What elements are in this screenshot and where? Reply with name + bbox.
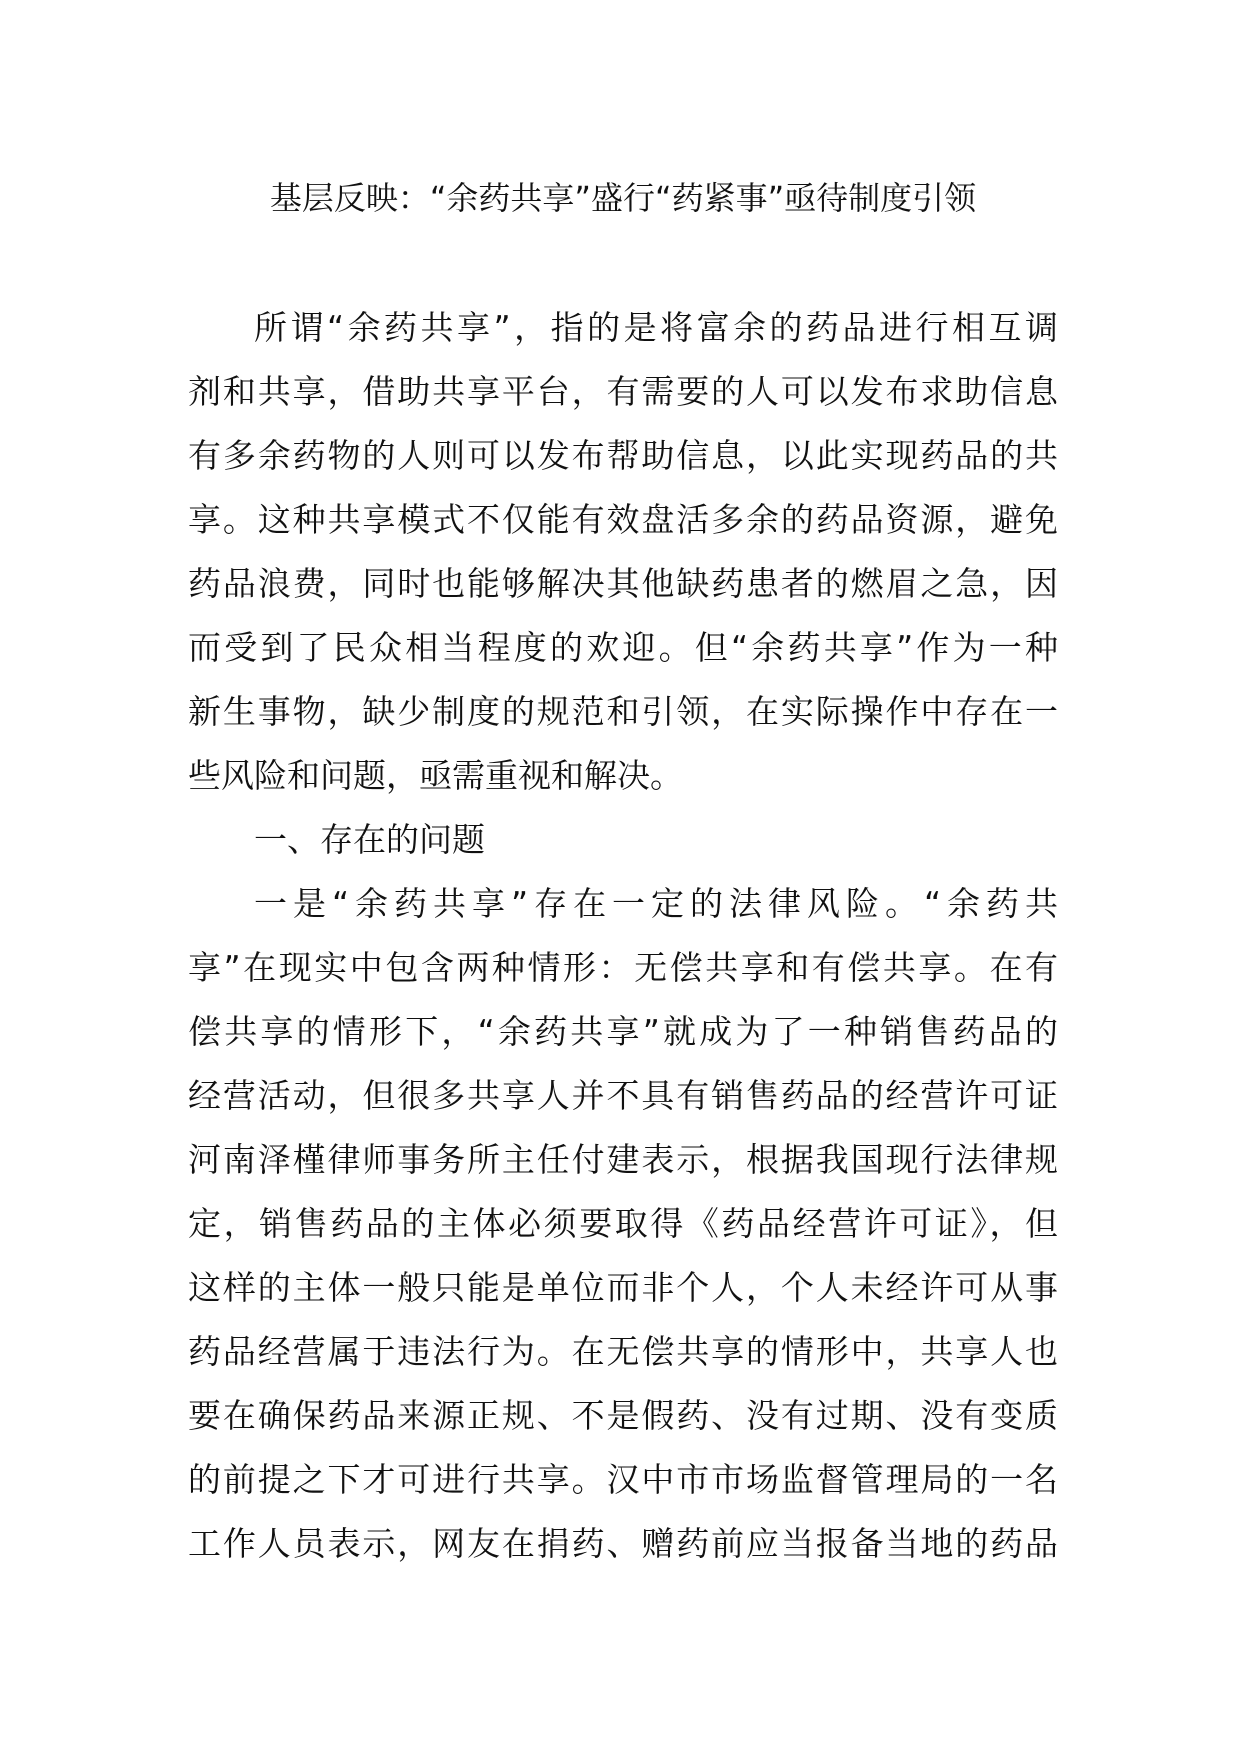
paragraph-line: 享”在现实中包含两种情形：无偿共享和有偿共享。在有 (188, 948, 1058, 987)
paragraph-line: 要在确保药品来源正规、不是假药、没有过期、没有变质 (188, 1396, 1058, 1435)
paragraph-line: 药品经营属于违法行为。在无偿共享的情形中，共享人也 (188, 1332, 1058, 1371)
paragraph-line: 偿共享的情形下，“余药共享”就成为了一种销售药品的 (188, 1012, 1058, 1051)
paragraph-line: 经营活动，但很多共享人并不具有销售药品的经营许可证 (188, 1076, 1058, 1115)
paragraph-line: 这样的主体一般只能是单位而非个人，个人未经许可从事 (188, 1268, 1058, 1307)
paragraph-line: 定，销售药品的主体必须要取得《药品经营许可证》，但 (188, 1204, 1058, 1243)
paragraph-line: 河南泽槿律师事务所主任付建表示，根据我国现行法律规 (188, 1140, 1058, 1179)
paragraph-line: 享。这种共享模式不仅能有效盘活多余的药品资源，避免 (188, 500, 1058, 539)
paragraph-line: 药品浪费，同时也能够解决其他缺药患者的燃眉之急，因 (188, 564, 1058, 603)
paragraph-line: 新生事物，缺少制度的规范和引领，在实际操作中存在一 (188, 692, 1058, 731)
section-heading: 一、存在的问题 (254, 820, 485, 859)
paragraph-line: 有多余药物的人则可以发布帮助信息，以此实现药品的共 (188, 436, 1058, 475)
paragraph-line: 些风险和问题，亟需重视和解决。 (188, 756, 683, 795)
paragraph-line: 一是“余药共享”存在一定的法律风险。“余药共 (254, 884, 1058, 923)
paragraph-line: 而受到了民众相当程度的欢迎。但“余药共享”作为一种 (188, 628, 1058, 667)
paragraph-line: 工作人员表示，网友在捐药、赠药前应当报备当地的药品 (188, 1524, 1058, 1563)
paragraph-line: 剂和共享，借助共享平台，有需要的人可以发布求助信息 (188, 372, 1058, 411)
paragraph-line: 所谓“余药共享”，指的是将富余的药品进行相互调 (254, 308, 1058, 347)
paragraph-line: 的前提之下才可进行共享。汉中市市场监督管理局的一名 (188, 1460, 1058, 1499)
document-title: 基层反映：“余药共享”盛行“药紧事”亟待制度引领 (269, 179, 977, 217)
